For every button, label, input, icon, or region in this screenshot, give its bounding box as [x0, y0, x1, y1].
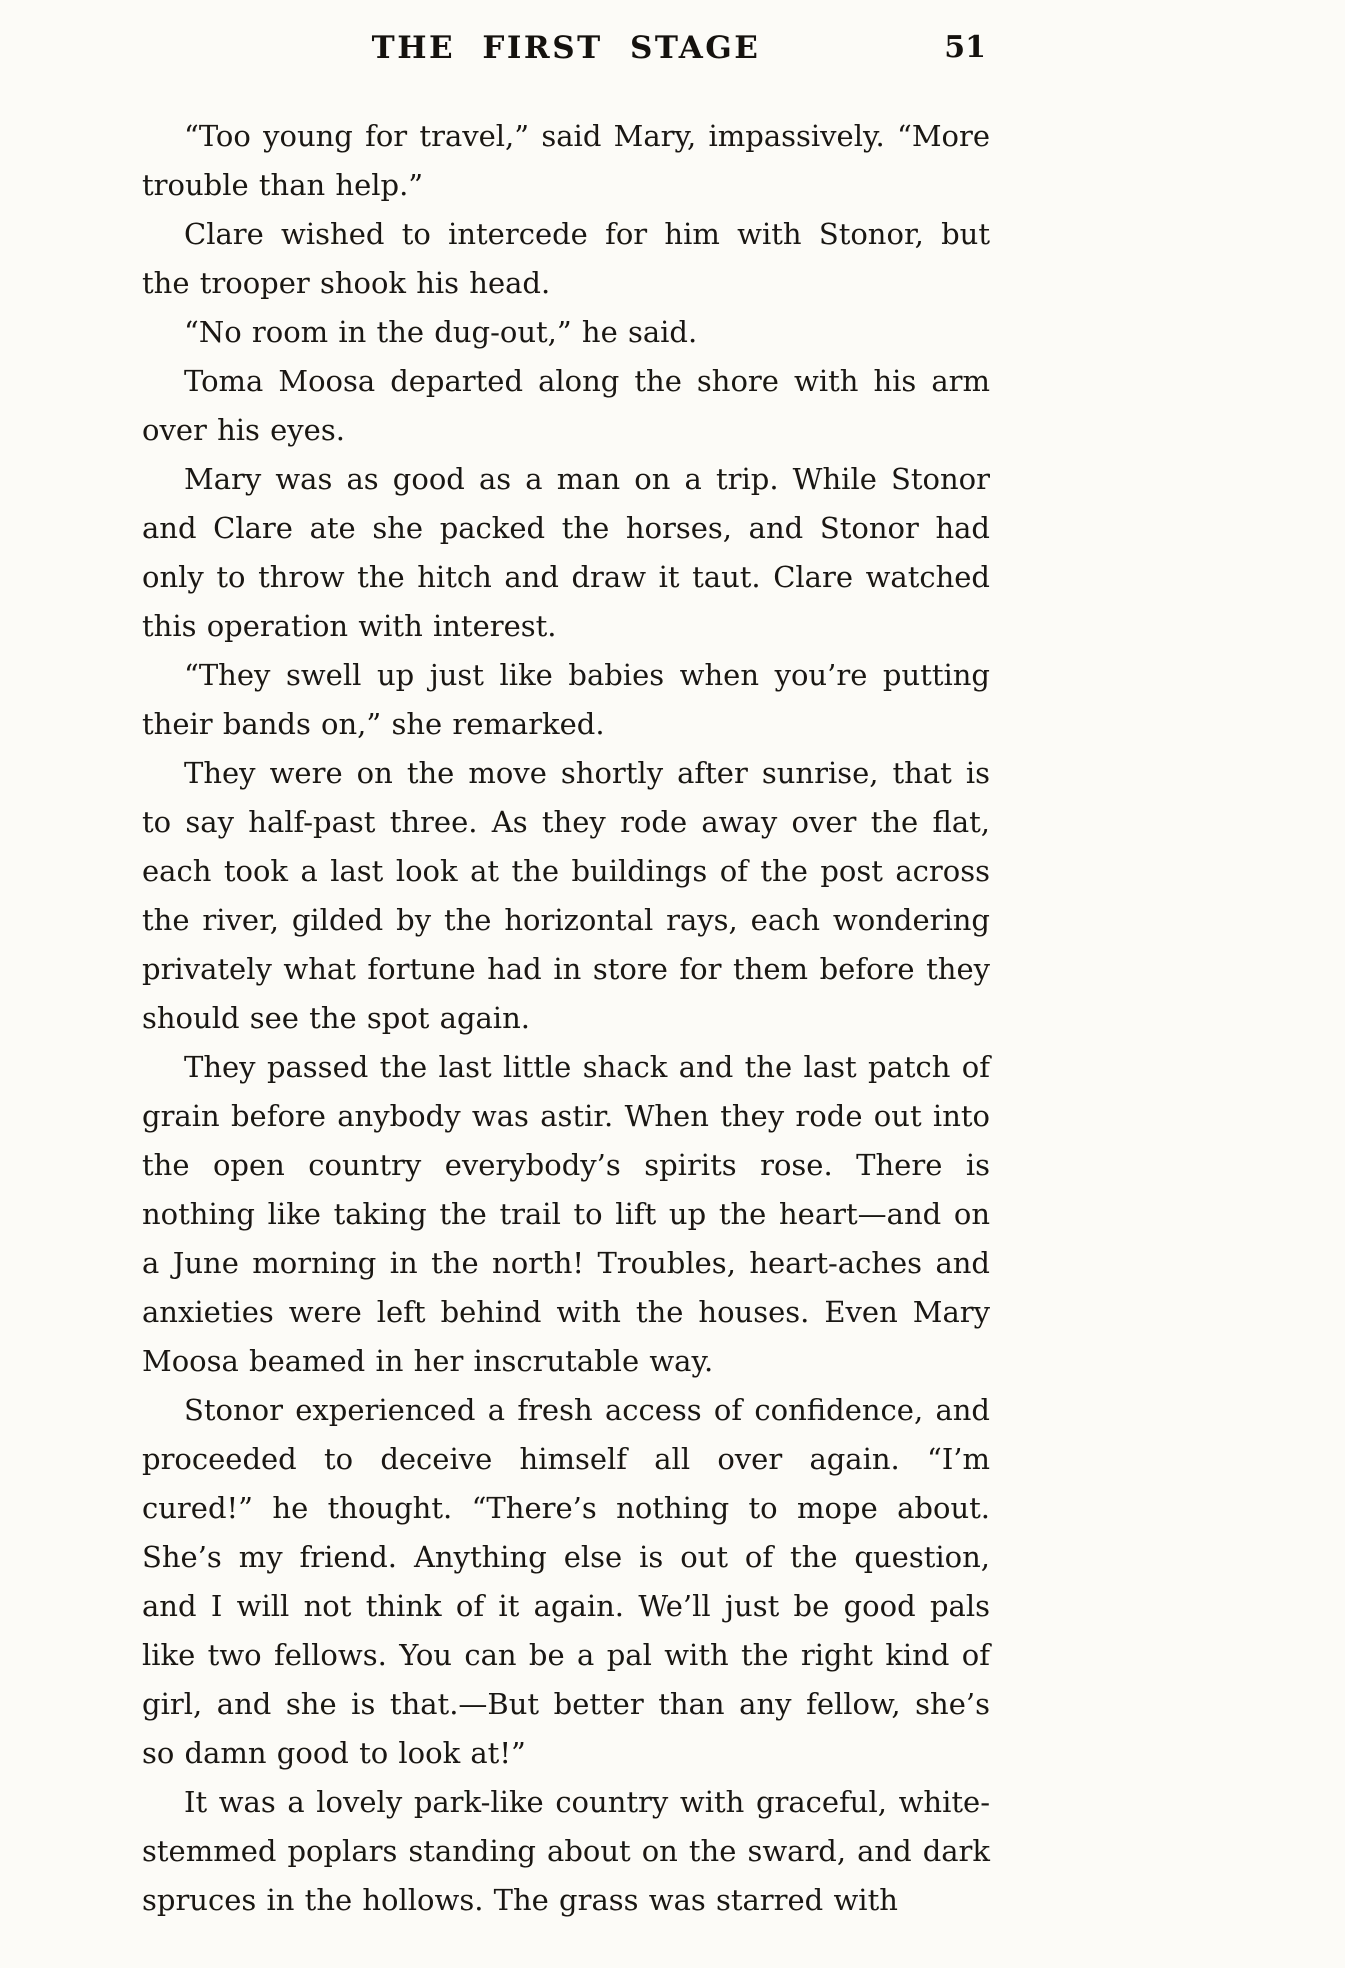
paragraph: “They swell up just like babies when you’re putting their bands on,” she remarked.	[142, 658, 990, 741]
text-column	[142, 30, 990, 1925]
paragraph: “Too young for travel,” said Mary, impassively. “More trouble than help.”	[142, 119, 990, 202]
paragraph: Stonor experienced a fresh access of confidence, and proceeded to deceive himself all over again. “I’m cured!” he thought. “There’s nothing to mope about. She’s my friend. Anything else is out of the question, and I will not think of it again. We’ll just be good pals like two fellows. You can be a pal with the right kind of girl, and she is that.—But better than any fellow, she’s so damn good to look at!”	[142, 1393, 990, 1770]
body-text	[142, 112, 990, 1925]
page-number: 51	[944, 30, 986, 65]
paragraph: They were on the move shortly after sunrise, that is to say half-past three. As they rode away over the flat, each took a last look at the buildings of the post across the river, gilded by the horizontal rays, each wondering privately what fortune had in store for them before they should see the spot again.	[142, 756, 990, 1035]
paragraph: It was a lovely park-like country with graceful, white-stemmed poplars standing about on the sward, and dark spruces in the hollows. The grass was starred with	[142, 1785, 990, 1917]
paragraph: Mary was as good as a man on a trip. While Stonor and Clare ate she packed the horses, and Stonor had only to throw the hitch and draw it taut. Clare watched this operation with interest.	[142, 462, 990, 643]
paragraph: Clare wished to intercede for him with Stonor, but the trooper shook his head.	[142, 217, 990, 300]
running-head	[142, 30, 990, 80]
paragraph: Toma Moosa departed along the shore with his arm over his eyes.	[142, 364, 990, 447]
chapter-title: THE FIRST STAGE	[371, 30, 761, 66]
paragraph: They passed the last little shack and the last patch of grain before anybody was astir. When they rode out into the open country everybody’s spirits rose. There is nothing like taking the trail to lift up the heart—and on a June morning in the north! Troubles, heart-aches and anxieties were left behind with the houses. Even Mary Moosa beamed in her inscrutable way.	[142, 1050, 990, 1378]
paragraph: “No room in the dug-out,” he said.	[184, 315, 698, 349]
